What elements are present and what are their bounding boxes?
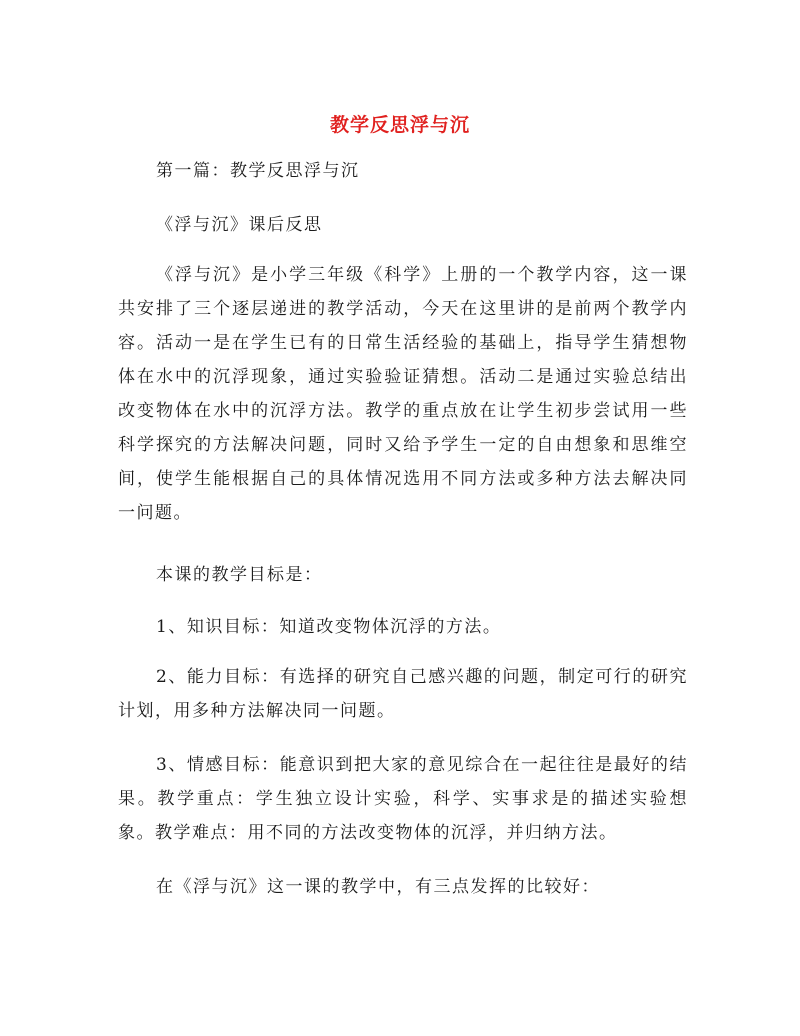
paragraph-subheading: 《浮与沉》课后反思 <box>156 215 323 235</box>
paragraph-goal-emotion: 3、情感目标：能意识到把大家的意见综合在一起往往是最好的结果。教学重点：学生独立设计实验，科学、实事求是的描述实验想象。教学难点：用不同的方法改变物体的沉浮，并归纳方法。 <box>118 755 688 843</box>
document-title: 教学反思浮与沉 <box>329 114 470 136</box>
paragraph-section-heading: 第一篇：教学反思浮与沉 <box>156 161 360 181</box>
paragraph-goals-intro: 本课的教学目标是： <box>156 565 323 585</box>
paragraph-goal-knowledge: 1、知识目标：知道改变物体沉浮的方法。 <box>156 617 502 637</box>
paragraph-reflection-intro: 在《浮与沉》这一课的教学中，有三点发挥的比较好： <box>156 877 600 897</box>
paragraph-overview: 《浮与沉》是小学三年级《科学》上册的一个教学内容，这一课共安排了三个逐层递进的教学活动，今天在这里讲的是前两个教学内容。活动一是在学生已有的日常生活经验的基础上，指导学生猜想物体在水中的沉浮现象，通过实验验证猜想。活动二是通过实验总结出改变物体在水中的沉浮方法。教学的重点放在让学生初步尝试用一些科学探究的方法解决问题，同时又给予学生一定的自由想象和思维空间，使学生能根据自己的具体情况选用不同方法或多种方法去解决同一问题。 <box>118 265 688 523</box>
paragraph-goal-ability: 2、能力目标：有选择的研究自己感兴趣的问题，制定可行的研究计划，用多种方法解决同一问题。 <box>118 667 688 721</box>
